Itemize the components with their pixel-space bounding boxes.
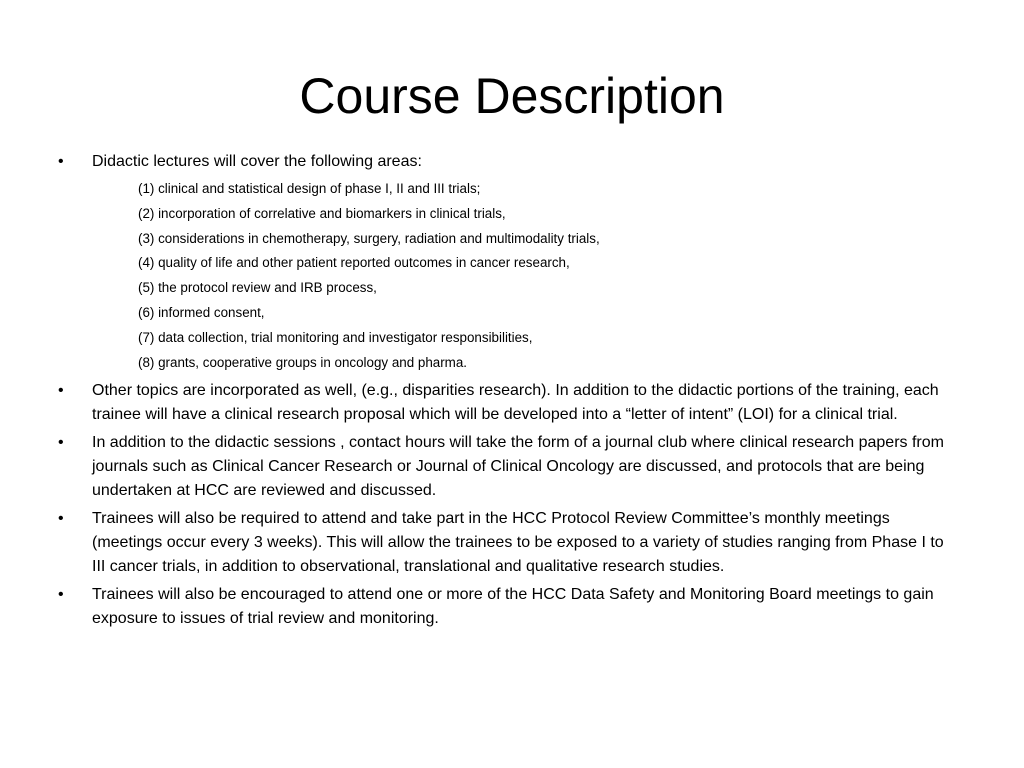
sub-list-item: (8) grants, cooperative groups in oncology and pharma.: [138, 354, 468, 370]
slide-title: Course Description: [299, 68, 725, 124]
sub-list-item: (2) incorporation of correlative and biomarkers in clinical trials,: [138, 205, 506, 221]
bullet-item: [58, 150, 958, 375]
bullet-text: Trainees will also be encouraged to attend one or more of the HCC Data Safety and Monitoring Board meetings to gain exposure to issues of trial review and monitoring.: [92, 586, 934, 628]
sub-list-item: (6) informed consent,: [138, 304, 265, 320]
bullet-text: Other topics are incorporated as well, (e.g., disparities research). In addition to the didactic portions of the training, each trainee will have a clinical research proposal which will be developed into a “letter of intent” (LOI) for a clinical trial.: [92, 382, 939, 424]
bullet-marker: •: [58, 153, 64, 170]
bullet-text: Trainees will also be required to attend and take part in the HCC Protocol Review Committee’s monthly meetings (meetings occur every 3 weeks). This will allow the trainees to be exposed to a variety of studies ranging from Phase I to III cancer trials, in addition to observational, translational and qualitative research studies.: [92, 510, 944, 576]
sub-list-item: (5) the protocol review and IRB process,: [138, 280, 377, 296]
bullet-item: [58, 507, 958, 579]
bullet-marker: •: [58, 510, 64, 528]
bullet-item: [58, 379, 958, 427]
bullet-text: Didactic lectures will cover the following areas:: [92, 153, 422, 170]
sub-list: [92, 177, 958, 375]
bullet-list: [58, 150, 958, 635]
bullet-marker: •: [58, 382, 64, 400]
sub-list-item: (4) quality of life and other patient reported outcomes in cancer research,: [138, 255, 570, 271]
bullet-marker: •: [58, 434, 64, 452]
sub-list-item: (1) clinical and statistical design of phase I, II and III trials;: [138, 181, 481, 196]
bullet-item: [58, 583, 958, 631]
bullet-item: [58, 431, 958, 503]
sub-list-item: (3) considerations in chemotherapy, surgery, radiation and multimodality trials,: [138, 230, 600, 246]
sub-list-item: (7) data collection, trial monitoring and investigator responsibilities,: [138, 329, 533, 345]
bullet-marker: •: [58, 586, 64, 604]
bullet-text: In addition to the didactic sessions , contact hours will take the form of a journal club where clinical research papers from journals such as Clinical Cancer Research or Journal of Clinical Oncology are discussed, and protocols that are being undertaken at HCC are reviewed and discussed.: [92, 434, 944, 500]
